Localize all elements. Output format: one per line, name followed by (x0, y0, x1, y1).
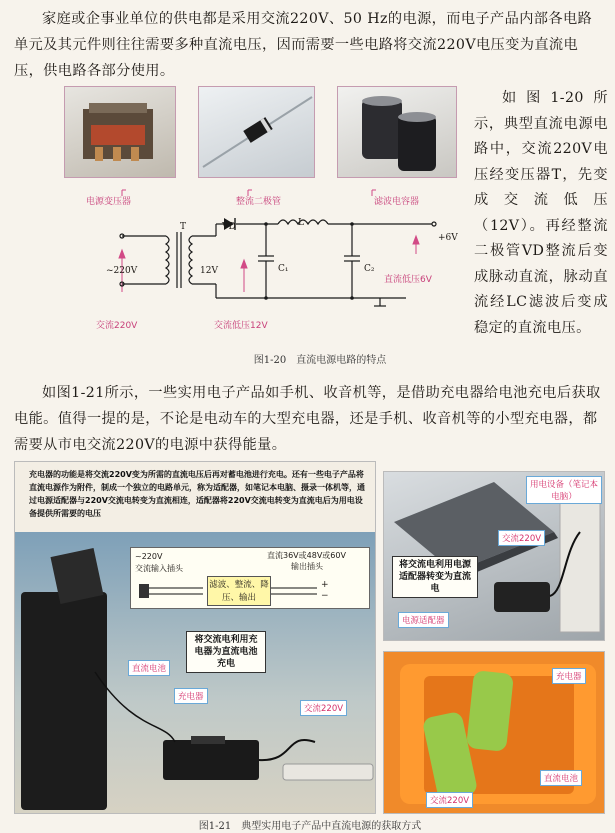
ac220-label-right: 交流220V (498, 530, 545, 546)
transformer-label: 电源变压器 (86, 197, 132, 207)
label-6v: +6V (438, 233, 458, 243)
label-vd: VD (222, 222, 236, 232)
fig21-caption: 图1-21 典型实用电子产品中直流电源的获取方式 (198, 821, 422, 832)
transformer-photo (64, 86, 176, 178)
block-input-label: 交流输入插头 (135, 564, 183, 573)
label-c1: C₁ (278, 264, 289, 274)
block-output-sub: 输出插头 (291, 562, 323, 571)
mid-paragraph: 如图1-21所示，一些实用电子产品如手机、收音机等，是借助充电器给电池充电后获取电能。值得一提的是，不论是电动车的大型充电器，还是手机、收音机等的小型充电器，都需要从市电交流220V的电源中获得能量。 (14, 385, 601, 453)
power-supply-schematic (66, 184, 466, 314)
low-ac-label: 交流低压12V (214, 321, 268, 331)
dc-battery-label-right: 直流电池 (540, 770, 582, 786)
ac220-label-bottom: 交流220V (426, 792, 473, 808)
diode-photo (198, 86, 315, 178)
note-charge: 将交流电利用充电器为直流电池充电 (186, 631, 266, 673)
charger-description: 充电器的功能是将交流220V变为所需的直流电压后再对蓄电池进行充电。还有一些电子产品将直流电源作为附件，制成一个独立的电路单元，称为适配器，如笔记本电脑、摄录一体机等，通过电源适配器与220V交流电转变为直流相连，适配器将220V交流电转变为直流电后为用电设备提供所需要的电压 (29, 470, 365, 518)
label-t: T (180, 222, 187, 232)
capacitor-photo (337, 86, 457, 178)
block-input-voltage: ~220V (135, 552, 163, 561)
diode-label: 整流二极管 (236, 197, 282, 207)
label-c2: C₂ (364, 264, 375, 274)
dc-battery-label: 直流电池 (128, 660, 170, 676)
capacitor-label: 滤波电容器 (374, 197, 420, 207)
charger-label: 充电器 (174, 688, 208, 704)
label-220v: ~220V (106, 266, 138, 276)
intro-paragraph: 家庭或企事业单位的供电都是采用交流220V、50 Hz的电源，而电子产品内部各电路单元及其元件则往往需要多种直流电压，因而需要一些电路将交流220V电压变为直流电压，供电路各部分使用。 (14, 11, 593, 79)
note-adapter: 将交流电利用电源适配器转变为直流电 (392, 556, 478, 598)
adapter-label: 电源适配器 (398, 612, 449, 628)
block-plus: + (321, 580, 329, 590)
device-label: 用电设备（笔记本电脑） (526, 476, 602, 504)
dc-low-label: 直流低压6V (384, 275, 432, 285)
charger-label-right: 充电器 (552, 668, 586, 684)
ac220-label-left: 交流220V (300, 700, 347, 716)
label-12v: 12V (200, 266, 218, 276)
block-func-box: 滤波、整流、降压、输出 (207, 576, 271, 606)
block-minus: − (321, 591, 329, 601)
charger-block-diagram (130, 547, 370, 609)
label-l: L (298, 218, 304, 228)
block-output-label: 直流36V或48V或60V (267, 551, 346, 560)
ac220-label: 交流220V (96, 321, 138, 331)
fig20-caption: 图1-20 直流电源电路的特点 (253, 355, 387, 366)
fig20-side-text: 如图1-20所示，典型直流电源电路中，交流220V电压经变压器T，先变成交流低压（12V）。再经整流二极管VD整流后变成脉动直流，脉动直流经LC滤波后变成稳定的直流电压。 (474, 90, 608, 336)
